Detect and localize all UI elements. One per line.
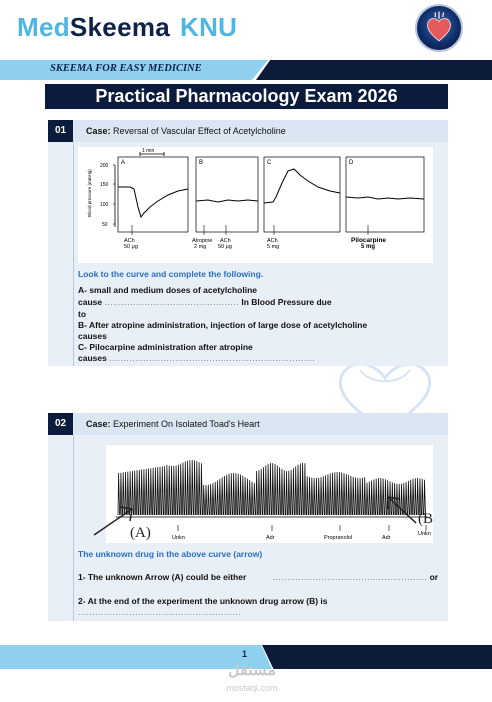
handwritten-b: (B [418,511,433,527]
case-2-instruction: The unknown drug in the above curve (arrow) [78,549,263,559]
drug-pilocarpine-name: Pilocarpine [351,237,387,244]
case-1-instruction: Look to the curve and complete the following. [78,269,264,279]
y-tick-50: 50 [102,222,108,228]
panel-a-label: A [121,160,126,166]
case-1-header [48,120,448,142]
bp-trace-figure [78,147,433,263]
y-tick-100: 100 [100,202,109,208]
brand-skeema: Skeema [69,12,171,42]
drug-ach-1-name: ACh [124,238,135,244]
case-1-card [48,120,448,366]
case-2-card [48,413,448,621]
case-2-number: 02 [48,413,73,435]
question-2: 2- At the end of the experiment the unknown drug arrow (B) is [78,596,328,606]
label-unkn-2: Unkn [418,531,431,537]
y-tick-200: 200 [100,163,109,169]
drug-ach-1-dose: 50 μg [124,244,138,250]
trace-c [264,169,340,203]
page-title: Practical Pharmacology Exam 2026 [45,84,448,109]
case-2-label: Case: [86,419,111,429]
mostaql-watermark: مستقل [228,662,276,679]
question-c-line2: causes ........................................................................ [78,353,316,363]
trace-a [118,187,188,217]
panel-c-label: C [267,160,272,166]
drug-ach-2-name: ACh [220,238,231,244]
heart-logo-icon [415,4,463,52]
brand-knu: KNU [180,12,238,42]
panel-b-label: B [199,160,204,166]
page-number: 1 [242,649,248,659]
label-adr-1: Adr [266,535,275,541]
brand-title [17,12,237,43]
time-scale-label: 1 min [142,148,155,154]
handwritten-arrows [88,491,448,551]
drug-ach-3-name: ACh [267,238,278,244]
trace-d [346,197,424,199]
label-unkn-1: Unkn [172,535,185,541]
drug-ach-2-dose: 50 μg [218,244,232,250]
panel-d-label: D [349,160,354,166]
tagline-bar [0,60,492,80]
drug-ach-3-dose: 5 mg [267,244,280,250]
case-2-title: Experiment On Isolated Toad's Heart [113,419,260,429]
handwritten-a: (A) [130,525,151,541]
question-a-line2: cause ............................................... In Blood Pressure due [78,297,332,307]
trace-b [196,200,258,202]
drug-atropine-dose: 2 mg [194,244,207,250]
mostaql-watermark-url: mostaql.com [226,683,278,693]
drug-pilocarpine-dose: 5 mg [361,244,376,250]
label-propranolol: Propranolol [324,535,353,541]
question-c-line1: C- Pilocarpine administration after atropine [78,342,253,352]
question-a-line1: A- small and medium doses of acetylcholine [78,285,258,295]
y-tick-150: 150 [100,182,109,188]
case-2-header [48,413,448,435]
case-1-label: Case: [86,126,111,136]
case-1-title: Reversal of Vascular Effect of Acetylcholine [113,126,286,136]
question-b-line2: causes [78,331,107,341]
question-a-line3: to [78,309,87,319]
question-2-answer-line: ......................................................... [78,607,242,617]
tagline: SKEEMA FOR EASY MEDICINE [50,63,202,74]
case-1-number: 01 [48,120,73,142]
question-b-line1: B- After atropine administration, injection of large dose of acetylcholine [78,320,368,330]
brand-med: Med [17,12,70,42]
question-1: 1- The unknown Arrow (A) could be either ...................................................... or [78,572,439,582]
y-axis-label: Blood pressure (mmHg) [87,169,92,217]
label-adr-2: Adr [382,535,391,541]
drug-atropine-name: Atropine [192,238,213,244]
